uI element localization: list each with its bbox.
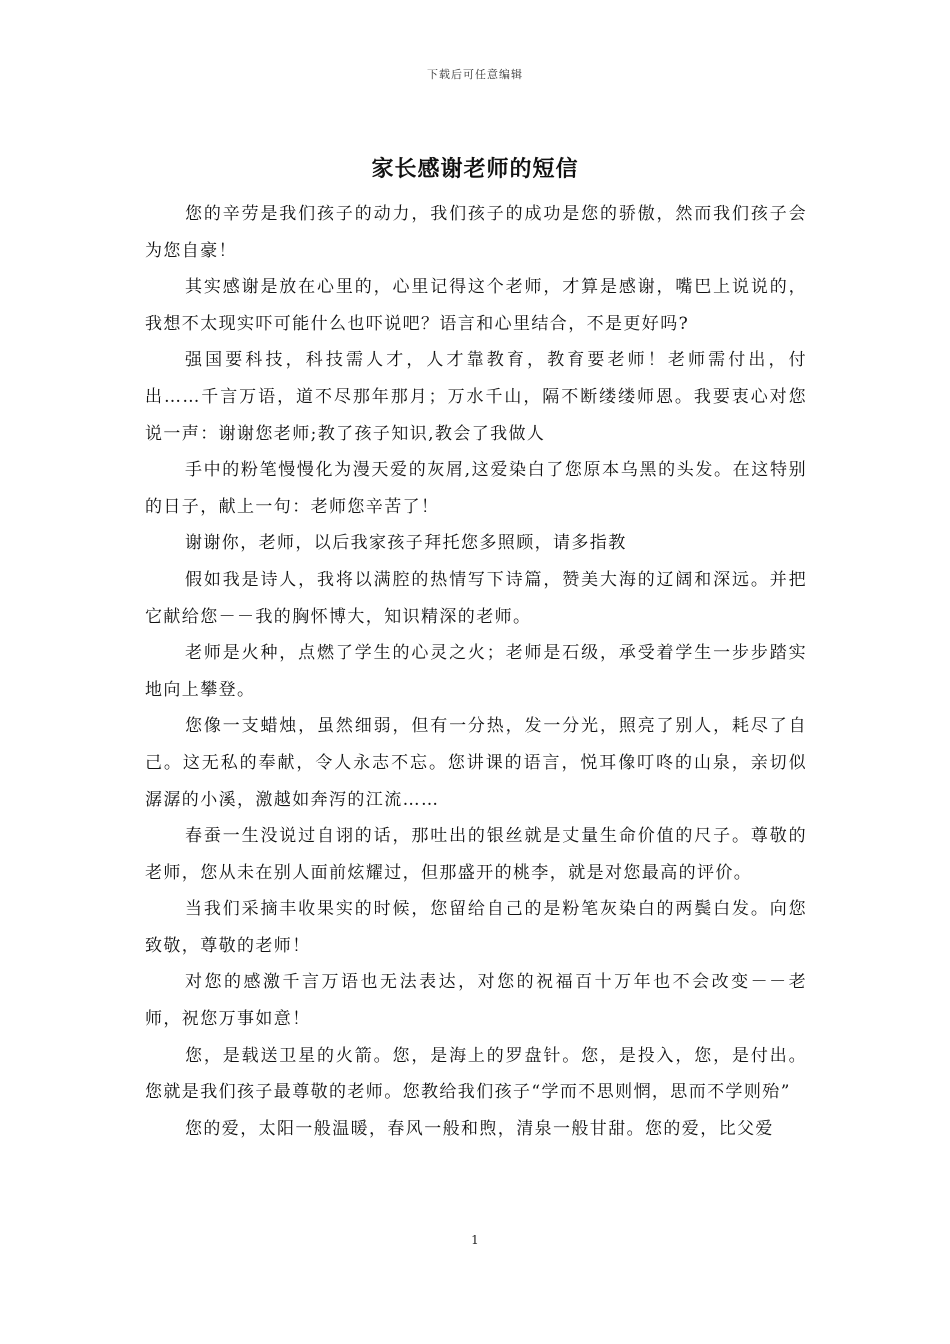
paragraph-8: 您像一支蜡烛，虽然细弱，但有一分热，发一分光，照亮了别人，耗尽了自己。这无私的奉献，令人永志不忘。您讲课的语言，悦耳像叮咚的山泉，亲切似潺潺的小溪，激越如奔泻的江流…… <box>145 716 807 810</box>
paragraph-13: 您的爱，太阳一般温暖，春风一般和煦，清泉一般甘甜。您的爱，比父爱 <box>185 1118 774 1139</box>
document-body <box>145 196 807 1147</box>
page-number: 1 <box>471 1233 479 1247</box>
paragraph-2: 其实感谢是放在心里的，心里记得这个老师，才算是感谢，嘴巴上说说的，我想不太现实吓可能什么也吓说吧？语言和心里结合，不是更好吗? <box>145 277 807 334</box>
paragraph-7: 老师是火种，点燃了学生的心灵之火；老师是石级，承受着学生一步步踏实地向上攀登。 <box>145 643 807 700</box>
paragraph-9: 春蚕一生没说过自诩的话，那吐出的银丝就是丈量生命价值的尺子。尊敬的老师，您从未在别人面前炫耀过，但那盛开的桃李，就是对您最高的评价。 <box>145 826 807 883</box>
document-title: 家长感谢老师的短信 <box>371 156 579 182</box>
paragraph-4: 手中的粉笔慢慢化为漫天爱的灰屑,这爱染白了您原本乌黑的头发。在这特别的日子，献上一句：老师您辛苦了！ <box>145 460 807 517</box>
paragraph-12: 您，是载送卫星的火箭。您，是海上的罗盘针。您，是投入，您，是付出。您就是我们孩子最尊敬的老师。您教给我们孩子“学而不思则惘，思而不学则殆” <box>145 1045 807 1103</box>
paragraph-11: 对您的感激千言万语也无法表达，对您的祝福百十万年也不会改变－－老师，祝您万事如意！ <box>145 972 807 1030</box>
paragraph-6: 假如我是诗人，我将以满腔的热情写下诗篇，赞美大海的辽阔和深远。并把它献给您－－我的胸怀博大，知识精深的老师。 <box>145 569 807 627</box>
paragraph-10: 当我们采摘丰收果实的时候，您留给自己的是粉笔灰染白的两鬓白发。向您致敬，尊敬的老师！ <box>145 899 807 956</box>
paragraph-3: 强国要科技，科技需人才，人才靠教育，教育要老师！老师需付出，付出……千言万语，道不尽那年那月；万水千山，隔不断缕缕师恩。我要衷心对您说一声：谢谢您老师;教了孩子知识,教会了我做人 <box>145 350 807 444</box>
paragraph-5: 谢谢你，老师，以后我家孩子拜托您多照顾，请多指教 <box>185 533 627 554</box>
header-note: 下载后可任意编辑 <box>427 68 523 81</box>
paragraph-1: 您的辛劳是我们孩子的动力，我们孩子的成功是您的骄傲，然而我们孩子会为您自豪！ <box>145 204 807 261</box>
